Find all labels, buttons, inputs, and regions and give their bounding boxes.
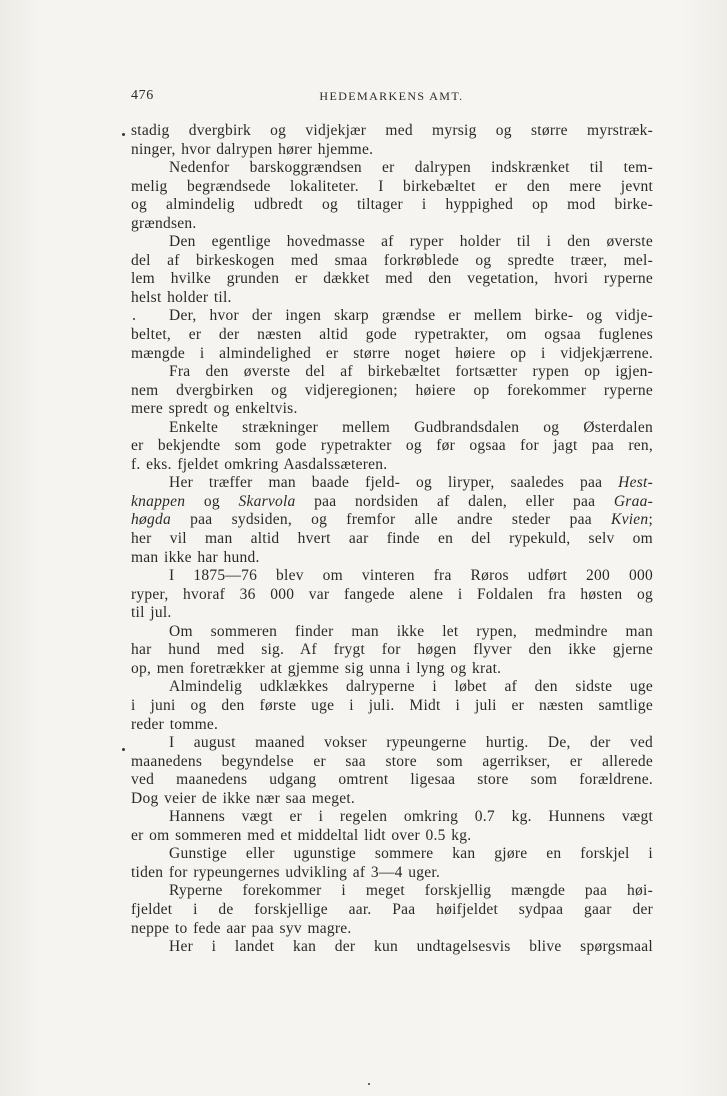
text-line: helst holder til. <box>131 288 232 306</box>
text-line: til jul. <box>131 604 172 622</box>
page-number: 476 <box>131 88 154 103</box>
italic-place-name: Skarvola <box>238 492 296 510</box>
text-line: Her i landet kan der kun undtagelsesvis blive spørgsmaal <box>169 938 653 956</box>
text-line: nem dvergbirken og vidjeregionen; høiere op forekommer ryperne <box>131 381 653 399</box>
text-line: og almindelig udbredt og tiltager i hyppighed op mod birke- <box>131 196 653 214</box>
italic-place-name: Kvien <box>611 511 649 529</box>
text-span: og <box>185 492 239 510</box>
text-line <box>131 511 653 530</box>
italic-place-name: knappen <box>131 492 186 510</box>
text-line: f. eks. fjeldet omkring Aasdalssæteren. <box>131 455 388 473</box>
text-line: ninger, hvor dalrypen hører hjemme. <box>131 140 374 158</box>
text-line: er bekjendte som gode rypetrakter og før ogsaa for jagt paa ren, <box>131 437 653 455</box>
running-title: HEDEMARKENS AMT. <box>319 89 464 103</box>
body-text <box>131 122 653 957</box>
text-line: i juni og den første uge i juli. Midt i juli er næsten samtlige <box>131 696 653 714</box>
text-line: grændsen. <box>131 214 197 232</box>
text-line: ryper, hvoraf 36 000 var fangede alene i Foldalen fra høsten og <box>131 585 653 603</box>
text-line: Dog veier de ikke nær saa meget. <box>131 789 356 807</box>
text-line: maanedens begyndelse er saa store som agerrikser, er allerede <box>131 752 653 770</box>
text-line: Den egentlige hovedmasse af ryper holder til i den øverste <box>169 233 653 251</box>
text-line: Hannens vægt er i regelen omkring 0.7 kg. Hunnens vægt <box>169 808 653 826</box>
text-line: beltet, er der næsten altid gode rypetrakter, om ogsaa fuglenes <box>131 326 653 344</box>
text-span: ; <box>648 511 653 529</box>
text-line: lem hvilke grunden er dækket med den vegetation, hvori ryperne <box>131 270 653 288</box>
text-line <box>131 493 653 512</box>
text-line: Om sommeren finder man ikke let rypen, medmindre man <box>169 622 653 640</box>
text-span: paa nordsiden af dalen, eller paa <box>295 492 614 510</box>
text-line: er om sommeren med et middeltal lidt over 0.5 kg. <box>131 826 472 844</box>
text-line: del af birkeskogen med smaa forkrøblede og spredte træer, mel- <box>131 251 653 269</box>
text-line: ved maanedens udgang omtrent ligesaa store som forældrene. <box>131 771 653 789</box>
print-speck <box>133 318 135 320</box>
text-line: melig begrændsede lokaliteter. I birkebæltet er den mere jevnt <box>131 177 653 195</box>
text-block-1 <box>131 122 653 474</box>
text-span: paa sydsiden, og fremfor alle andre steder paa <box>171 511 612 529</box>
print-speck <box>368 1083 370 1085</box>
text-line: op, men foretrækker at gjemme sig unna i lyng og krat. <box>131 659 502 677</box>
text-line: reder tomme. <box>131 715 219 733</box>
text-line <box>131 474 653 493</box>
text-line: I august maaned vokser rypeungerne hurtig. De, der ved <box>169 734 653 752</box>
italic-place-name: Graa- <box>613 492 653 510</box>
text-span: Her træffer man baade fjeld- og liryper, saaledes paa <box>169 474 619 492</box>
text-line: fjeldet i de forskjellige aar. Paa høifjeldet sydpaa gaar der <box>131 900 653 918</box>
print-speck <box>122 748 125 751</box>
text-line: Gunstige eller ugunstige sommere kan gjøre en forskjel i <box>169 845 653 863</box>
italic-place-name: Hest- <box>618 474 653 492</box>
text-line: neppe to fede aar paa syv magre. <box>131 919 352 937</box>
text-line: tiden for rypeungernes udvikling af 3—4 uger. <box>131 863 441 881</box>
text-block-2 <box>131 530 653 957</box>
text-line: Nedenfor barskoggrændsen er dalrypen indskrænket til tem- <box>169 159 653 177</box>
text-line: mængde i almindelighed er større noget høiere op i vidjekjærrene. <box>131 344 653 362</box>
print-speck <box>122 133 125 136</box>
italic-place-name: høgda <box>131 511 171 529</box>
text-line: her vil man altid hvert aar finde en del rypekuld, selv om <box>131 530 653 548</box>
text-line: man ikke har hund. <box>131 548 260 566</box>
page-header <box>131 88 652 108</box>
text-line: har hund med sig. Af frygt for høgen flyver den ikke gjerne <box>131 641 653 659</box>
text-line: Ryperne forekommer i meget forskjellig mængde paa høi- <box>169 882 653 900</box>
text-line: mere spredt og enkeltvis. <box>131 400 298 418</box>
text-line: Der, hvor der ingen skarp grændse er mellem birke- og vidje- <box>169 307 653 325</box>
text-line: I 1875—76 blev om vinteren fra Røros udført 200 000 <box>169 567 653 585</box>
text-line: stadig dvergbirk og vidjekjær med myrsig og større myrstræk- <box>131 122 653 139</box>
text-line: Fra den øverste del af birkebæltet fortsætter rypen op igjen- <box>169 363 653 381</box>
text-line: Enkelte strækninger mellem Gudbrandsdalen og Østerdalen <box>169 418 653 436</box>
text-line: Almindelig udklækkes dalryperne i løbet af den sidste uge <box>169 678 653 696</box>
